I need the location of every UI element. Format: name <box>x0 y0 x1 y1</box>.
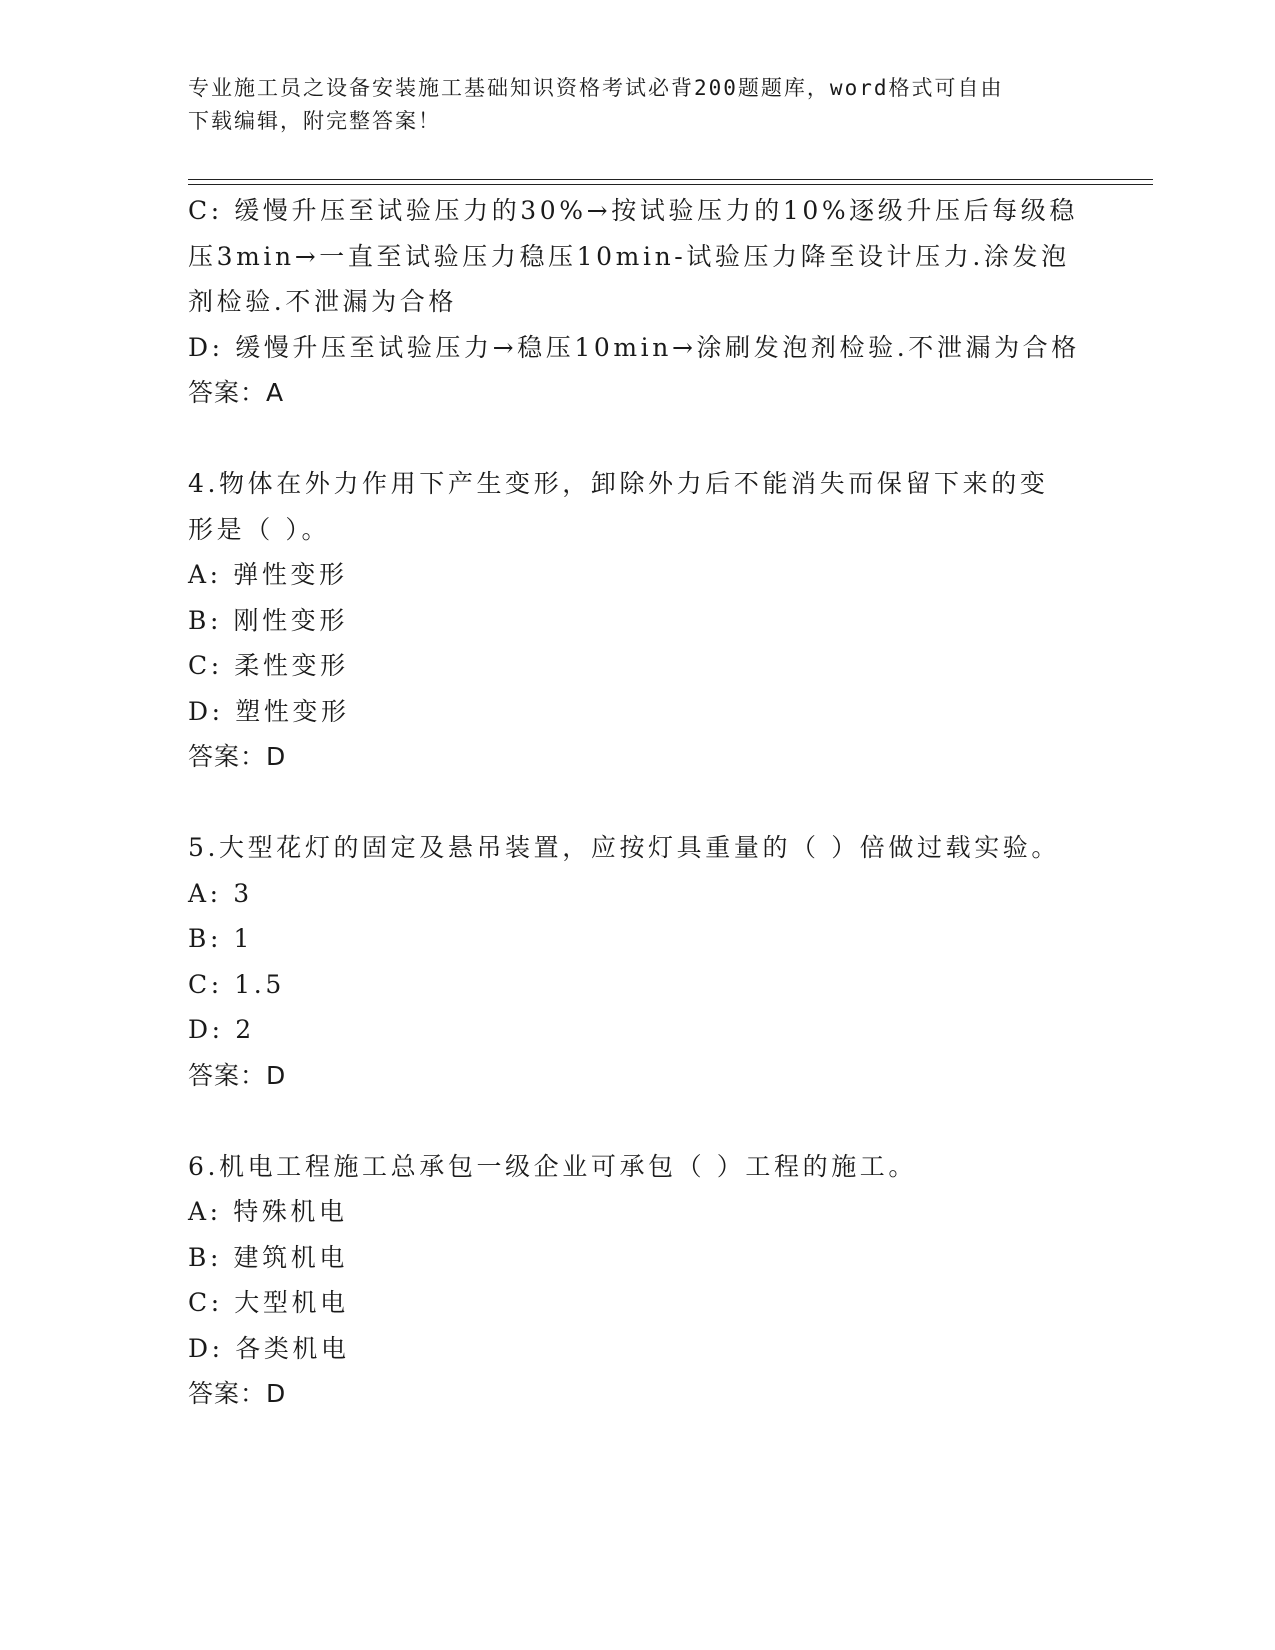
option-d: D: 各类机电 <box>188 1333 350 1363</box>
header-divider-bottom <box>188 184 1153 185</box>
question-3-continued <box>188 188 1088 416</box>
question-6 <box>188 1144 1088 1417</box>
option-b: B: 1 <box>188 924 254 953</box>
option-a: A: 弹性变形 <box>188 560 348 589</box>
question-list <box>188 188 1088 1417</box>
question-4 <box>188 461 1088 780</box>
answer-label: 答案：A <box>188 378 285 407</box>
option-d: D: 塑性变形 <box>188 696 350 726</box>
header-title-line2: 下载编辑，附完整答案！ <box>188 109 441 133</box>
option-c: C: 大型机电 <box>188 1288 349 1317</box>
answer-label: 答案：D <box>188 742 287 771</box>
option-d-line1: D: 缓慢升压至试验压力→稳压10min→涂刷发泡剂检验.不泄漏为合格 <box>188 332 1080 362</box>
spacer <box>188 780 1088 826</box>
question-stem: 6.机电工程施工总承包一级企业可承包（ ）工程的施工。 <box>188 1151 918 1181</box>
document-header <box>188 72 1068 138</box>
answer-label: 答案：D <box>188 1379 287 1408</box>
question-stem-line2: 形是（ ）。 <box>188 514 331 544</box>
spacer <box>188 1098 1088 1144</box>
answer-label: 答案：D <box>188 1060 287 1090</box>
question-stem-line1: 4.物体在外力作用下产生变形，卸除外力后不能消失而保留下来的变 <box>188 469 1049 498</box>
option-c-line1: C: 缓慢升压至试验压力的30%→按试验压力的10%逐级升压后每级稳 <box>188 196 1078 225</box>
option-c: C: 柔性变形 <box>188 651 349 680</box>
option-c-line2: 压3min→一直至试验压力稳压10min-试验压力降至设计压力.涂发泡 <box>188 241 1070 271</box>
option-d: D: 2 <box>188 1015 255 1044</box>
option-b: B: 刚性变形 <box>188 605 348 635</box>
header-title-line1: 专业施工员之设备安装施工基础知识资格考试必背200题题库，word格式可自由 <box>188 76 1004 100</box>
header-divider-top <box>188 179 1153 180</box>
option-c: C: 1.5 <box>188 969 285 999</box>
option-c-line3: 剂检验.不泄漏为合格 <box>188 287 457 316</box>
option-a: A: 特殊机电 <box>188 1197 348 1226</box>
question-stem: 5.大型花灯的固定及悬吊装置，应按灯具重量的（ ）倍做过载实验。 <box>188 833 1061 862</box>
option-a: A: 3 <box>188 878 253 908</box>
question-5 <box>188 825 1088 1098</box>
spacer <box>188 416 1088 462</box>
option-b: B: 建筑机电 <box>188 1242 348 1272</box>
